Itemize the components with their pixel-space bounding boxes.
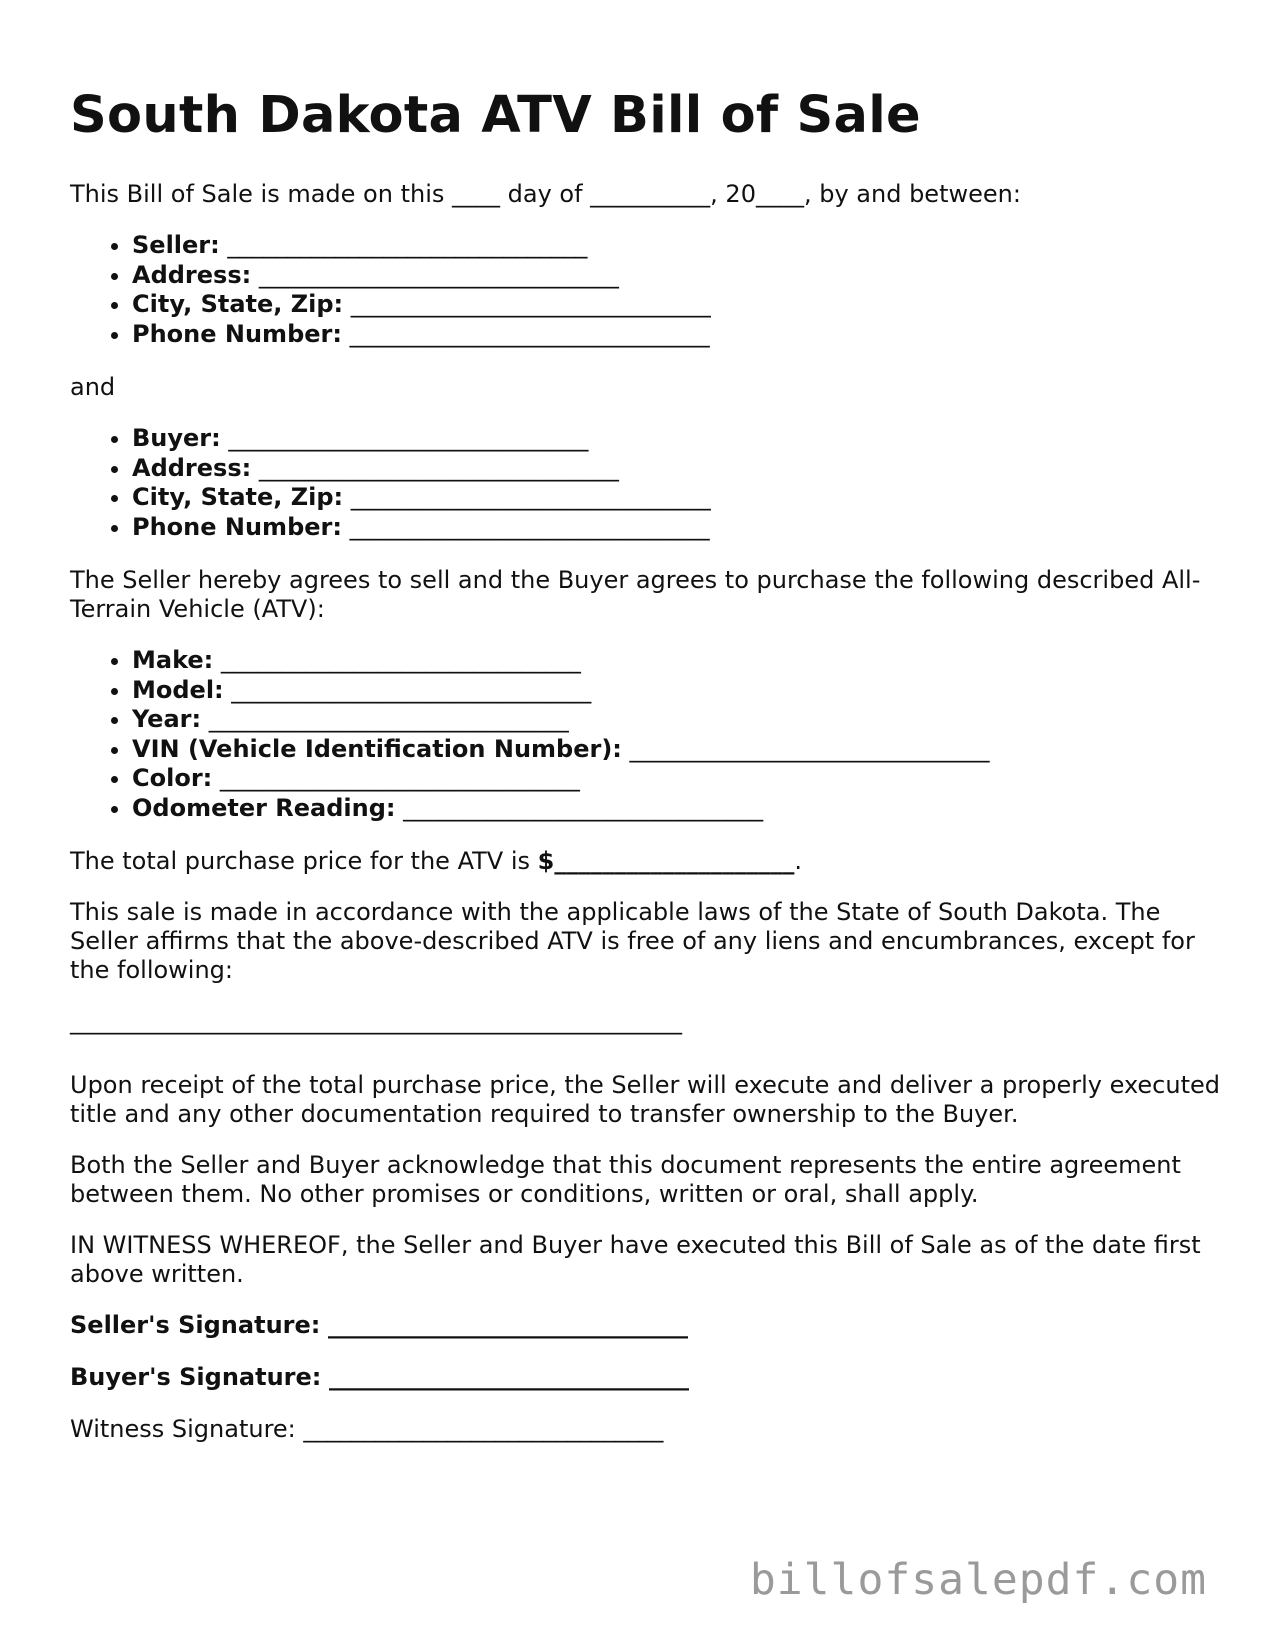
- witness-signature-label: Witness Signature:: [70, 1415, 296, 1444]
- seller-city-state-zip-field: [132, 290, 1220, 320]
- field-label: Seller:: [132, 231, 220, 260]
- atv-odometer-field: [132, 794, 1220, 824]
- page-title: South Dakota ATV Bill of Sale: [70, 86, 921, 145]
- price-suffix: .: [794, 847, 802, 876]
- buyer-city-state-zip-field: [132, 483, 1220, 513]
- witness-signature-line: [70, 1415, 1220, 1444]
- atv-vin-field: [132, 735, 1220, 765]
- agreement-paragraph: The Seller hereby agrees to sell and the Buyer agrees to purchase the following described All-Terrain Vehicle (ATV):: [70, 566, 1201, 624]
- field-label: City, State, Zip:: [132, 290, 344, 319]
- field-label: Odometer Reading:: [132, 793, 396, 822]
- price-prefix: The total purchase price for the ATV is: [70, 847, 538, 876]
- seller-signature-label: Seller's Signature:: [70, 1311, 321, 1340]
- atv-year-field: [132, 705, 1220, 735]
- field-label: Phone Number:: [132, 319, 342, 348]
- buyer-signature-label: Buyer's Signature:: [70, 1363, 322, 1392]
- liens-paragraph: This sale is made in accordance with the applicable laws of the State of South Dakota. The Seller affirms that the above-described ATV is free of any liens and encumbrances, except for the following:: [70, 898, 1195, 985]
- field-label: Year:: [132, 705, 202, 734]
- fill-line: ______________________________: [629, 734, 990, 763]
- field-label: City, State, Zip:: [132, 483, 344, 512]
- fill-line: ______________________________: [258, 260, 619, 289]
- seller-signature-line: [70, 1311, 1220, 1340]
- and-text: and: [70, 373, 116, 402]
- buyer-name-field: [132, 424, 1220, 454]
- buyer-signature-line: [70, 1363, 1220, 1392]
- entire-agreement-paragraph: Both the Seller and Buyer acknowledge that this document represents the entire agreement between them. No other promises or conditions, written or oral, shall apply.: [70, 1151, 1181, 1209]
- buyer-address-field: [132, 454, 1220, 484]
- atv-make-field: [132, 646, 1220, 676]
- witness-paragraph: IN WITNESS WHEREOF, the Seller and Buyer have executed this Bill of Sale as of the date first above written.: [70, 1231, 1201, 1289]
- price-field: $____________________: [537, 847, 795, 876]
- seller-name-field: [132, 231, 1220, 261]
- liens-fill-line: ___________________________________________________: [70, 1007, 682, 1036]
- fill-line: ______________________________: [303, 1415, 664, 1444]
- delivery-paragraph: Upon receipt of the total purchase price, the Seller will execute and deliver a properly executed title and any other documentation required to transfer ownership to the Buyer.: [70, 1071, 1220, 1129]
- fill-line: ______________________________: [227, 231, 588, 260]
- price-paragraph: [70, 847, 1220, 876]
- atv-model-field: [132, 676, 1220, 706]
- seller-phone-field: [132, 320, 1220, 350]
- field-label: Buyer:: [132, 424, 221, 453]
- field-label: Color:: [132, 764, 213, 793]
- fill-line: ______________________________: [208, 705, 569, 734]
- seller-fields-list: [70, 231, 1220, 349]
- field-label: VIN (Vehicle Identification Number):: [132, 734, 622, 763]
- fill-line: ______________________________: [231, 675, 592, 704]
- field-label: Address:: [132, 260, 252, 289]
- fill-line: ______________________________: [220, 646, 581, 675]
- intro-paragraph: This Bill of Sale is made on this ____ day of __________, 20____, by and between:: [70, 180, 1021, 209]
- fill-line: ______________________________: [328, 1311, 688, 1340]
- fill-line: ______________________________: [219, 764, 580, 793]
- fill-line: ______________________________: [258, 453, 619, 482]
- fill-line: ______________________________: [349, 512, 710, 541]
- fill-line: ______________________________: [350, 483, 711, 512]
- atv-color-field: [132, 764, 1220, 794]
- field-label: Model:: [132, 675, 224, 704]
- fill-line: ______________________________: [329, 1363, 690, 1392]
- document-page: [70, 85, 1220, 1467]
- field-label: Phone Number:: [132, 512, 342, 541]
- fill-line: ______________________________: [349, 319, 710, 348]
- buyer-fields-list: [70, 424, 1220, 542]
- atv-fields-list: [70, 646, 1220, 823]
- fill-line: ______________________________: [350, 290, 711, 319]
- watermark: billofsalepdf.com: [749, 1555, 1207, 1605]
- buyer-phone-field: [132, 513, 1220, 543]
- seller-address-field: [132, 261, 1220, 291]
- fill-line: ______________________________: [228, 424, 589, 453]
- fill-line: ______________________________: [403, 793, 764, 822]
- field-label: Address:: [132, 453, 252, 482]
- field-label: Make:: [132, 646, 214, 675]
